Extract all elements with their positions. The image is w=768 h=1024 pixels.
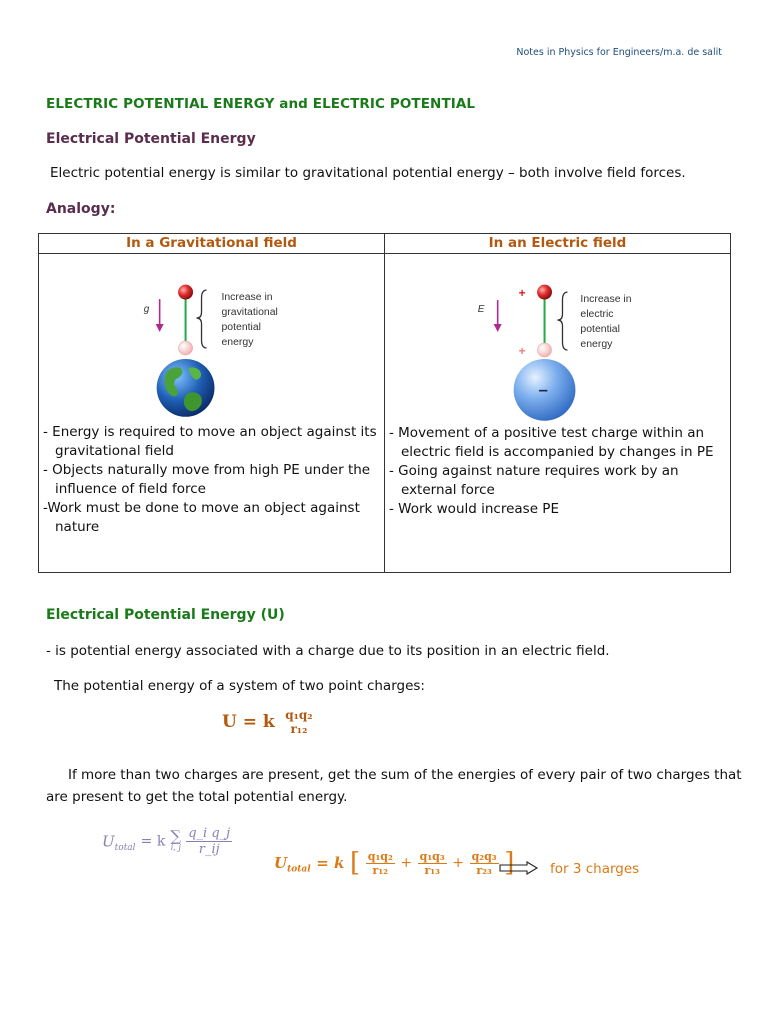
header-note: Notes in Physics for Engineers/m.a. de salit [516,47,722,58]
gravitational-field-figure [39,254,384,424]
top-test-charge [537,285,552,300]
electric-points-list [389,424,724,519]
formula-u-two-charges [222,708,315,736]
term-3-denominator: r₂₃ [476,863,492,877]
section-heading-electrical-potential-energy-u: Electrical Potential Energy (U) [46,607,285,623]
term-3-fraction [470,850,499,877]
term-3-numerator: q₂q₃ [471,849,497,863]
formula-general-fraction [186,826,232,857]
g-symbol: g [143,304,150,316]
gravitational-cell [39,254,385,573]
figure-label-line-2: electric [580,309,614,321]
plus-sign: + [452,855,465,871]
sum-symbol: ∑ [170,826,182,845]
earth-globe-icon [157,359,215,417]
e-symbol: E [477,304,485,316]
page-title: ELECTRIC POTENTIAL ENERGY and ELECTRIC POTENTIAL [46,96,476,112]
term-1-denominator: r₁₂ [372,863,388,877]
term-2-denominator: r₁₃ [424,863,440,877]
right-bracket: ] [504,848,515,878]
term-1-fraction [366,850,395,877]
two-charges-text: The potential energy of a system of two point charges: [54,678,425,694]
e-arrow-head [494,324,502,332]
bottom-charge-sign: + [518,343,526,358]
top-charge-sign: + [518,286,526,301]
formula-general-numerator: q_i q_j [188,826,231,841]
analogy-table [38,233,731,573]
figure-label-line-4: energy [580,338,613,350]
formula-general-denominator: r_ij [198,842,220,857]
term-1-numerator: q₁q₂ [367,849,393,863]
list-item: - Objects naturally move from high PE under the influence of field force [43,462,371,497]
table-header-gravitational: In a Gravitational field [39,234,385,254]
top-mass-ball [178,285,193,300]
formula-general-eq: = k [140,833,166,850]
formula-numerator: q₁q₂ [285,708,313,722]
analogy-heading: Analogy: [46,201,116,217]
formula-denominator: r₁₂ [290,722,308,736]
list-item: - Work would increase PE [389,501,559,517]
figure-label-line-2: gravitational [221,307,278,319]
intro-paragraph: Electric potential energy is similar to gravitational potential energy – both involve field forces. [50,165,686,181]
formula-three-charges [274,848,514,878]
figure-label-line-1: Increase in [580,294,632,306]
formula-fraction [283,708,314,736]
electric-field-figure [385,254,730,424]
term-2-numerator: q₁q₃ [419,849,445,863]
section-heading-electrical-potential-energy: Electrical Potential Energy [46,131,256,147]
formula-general-lhs: U [102,832,115,851]
more-charges-text: If more than two charges are present, get the sum of the energies of every pair of two charges that are present to get the total potential energy. [46,767,742,805]
figure-label-line-3: potential [221,322,262,334]
list-item: -Work must be done to move an object against nature [43,500,360,535]
list-item: - Movement of a positive test charge within an electric field is accompanied by changes in PE [389,425,714,460]
plus-sign: + [400,855,413,871]
definition-text: - is potential energy associated with a charge due to its position in an electric field. [46,643,610,659]
figure-label-line-1: Increase in [221,292,273,304]
formula-three-lhs: U [274,854,288,872]
implies-arrow-icon [499,861,539,875]
left-bracket: [ [350,848,361,878]
g-arrow-head [156,324,164,332]
table-header-electric: In an Electric field [385,234,731,254]
list-item: - Going against nature requires work by an external force [389,463,679,498]
bottom-test-charge [538,343,552,357]
sphere-sign: – [538,379,548,399]
figure-label-line-3: potential [580,324,620,336]
term-2-fraction [418,850,447,877]
formula-three-eq: = k [316,854,345,872]
bottom-mass-ball [179,341,193,355]
brace-icon [558,292,568,350]
brace-icon [197,290,207,348]
formula-general-sum [102,826,232,857]
formula-lhs: U = k [222,712,275,732]
for-3-charges-note: for 3 charges [550,861,640,877]
electric-cell [385,254,731,573]
formula-general-sub: total [114,843,136,854]
sum-subscript: i, j [170,842,181,852]
figure-label-line-4: energy [221,336,254,348]
gravitational-points-list [43,423,378,537]
list-item: - Energy is required to move an object against its gravitational field [43,424,377,459]
formula-three-sub: total [287,864,311,875]
